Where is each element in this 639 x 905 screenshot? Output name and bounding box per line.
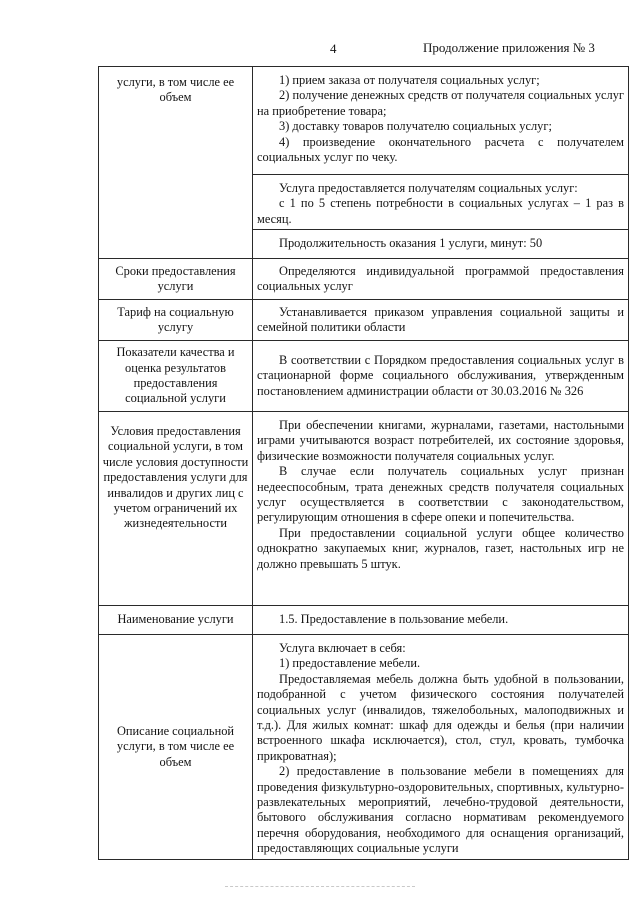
page-bottom-mark xyxy=(225,886,415,887)
paragraph: 3) доставку товаров получателю социальных услуг; xyxy=(279,119,552,134)
paragraph: При обеспечении книгами, журналами, газетами, настольными играми учитываются возраст потребителей, их состояние здоровья, физические возможности получателя социальных услуг. xyxy=(257,418,624,463)
paragraph: 2) получение денежных средств от получателя социальных услуг на приобретение товара; xyxy=(257,88,624,118)
row-content xyxy=(253,300,629,341)
table-row xyxy=(99,412,629,606)
row-label: Показатели качества и оценка результатов предоставления социальной услуги xyxy=(99,341,253,412)
row-content xyxy=(253,606,629,635)
table-row xyxy=(99,606,629,635)
table-row xyxy=(99,635,629,860)
row-content xyxy=(253,341,629,412)
paragraph: Продолжительность оказания 1 услуги, минут: 50 xyxy=(279,236,543,251)
paragraph: При предоставлении социальной услуги общее количество однократно закупаемых книг, журналов, газет, настольных игр не должно превышать 5 штук. xyxy=(257,525,624,571)
services-table xyxy=(98,66,629,860)
paragraph: Устанавливается приказом управления социальной защиты и семейной политики области xyxy=(257,304,624,334)
page-number: 4 xyxy=(330,41,337,56)
paragraph: В соответствии с Порядком предоставления социальных услуг в стационарной форме социального обслуживания, утвержденным постановлением администрации области от 30.03.2016 № 326 xyxy=(257,352,624,398)
table-row xyxy=(99,300,629,341)
row-content xyxy=(253,259,629,300)
row-label: услуги, в том числе ее объем xyxy=(99,67,253,259)
table-row xyxy=(99,341,629,412)
row-label: Наименование услуги xyxy=(99,606,253,635)
table-row xyxy=(99,259,629,300)
paragraph: 1) прием заказа от получателя социальных услуг; xyxy=(279,73,540,87)
paragraph: 1) предоставление мебели. xyxy=(279,656,421,671)
table-row xyxy=(99,67,629,175)
paragraph: В случае если получатель социальных услуг признан недееспособным, трата денежных средств получателя социальных услуг осуществляется в соответствии с законодательством, регулирующим отношения в сфере опеки и попечительства. xyxy=(257,464,624,525)
paragraph: Услуга предоставляется получателям социальных услуг: xyxy=(279,181,578,195)
paragraph: 1.5. Предоставление в пользование мебели. xyxy=(279,612,509,627)
paragraph: Услуга включает в себя: xyxy=(279,641,406,655)
row-label: Условия предоставления социальной услуги, в том числе условия доступности предоставления услуги для инвалидов и других лиц с учетом ограничений их жизнедеятельности xyxy=(99,412,253,606)
row-content xyxy=(253,412,629,606)
row-label: Сроки предоставления услуги xyxy=(99,259,253,300)
paragraph: Предоставляемая мебель должна быть удобной в пользовании, подобранной с учетом физического состояния получателей социальных услуг (инвалидов, тяжелобольных, малоподвижных и т.д.). Для жилых комнат: шкаф для одежды и белья (при наличии встроенного шкафа исключается), стол, стул, кровать, тумбочка прикроватная); xyxy=(257,671,624,763)
row-content xyxy=(253,175,629,230)
row-label: Описание социальной услуги, в том числе ее объем xyxy=(99,635,253,860)
row-content xyxy=(253,67,629,175)
paragraph: с 1 по 5 степень потребности в социальных услугах – 1 раз в месяц. xyxy=(257,196,624,226)
row-content xyxy=(253,230,629,259)
paragraph: 4) произведение окончательного расчета с получателем социальных услуг по чеку. xyxy=(257,134,624,165)
paragraph: 2) предоставление в пользование мебели в помещениях для проведения физкультурно-оздоровительных, спортивных, культурно-развлекательных мероприятий, лечебно-трудовой деятельности, бытового обслуживания согласно нормативам рекомендуемого перечня оборудования, необходимого для оснащения организаций, предоставляющих социальные услуги xyxy=(257,764,624,856)
row-label: Тариф на социальную услугу xyxy=(99,300,253,341)
paragraph: Определяются индивидуальной программой предоставления социальных услуг xyxy=(257,263,624,293)
row-content xyxy=(253,635,629,860)
appendix-label: Продолжение приложения № 3 xyxy=(423,40,595,55)
